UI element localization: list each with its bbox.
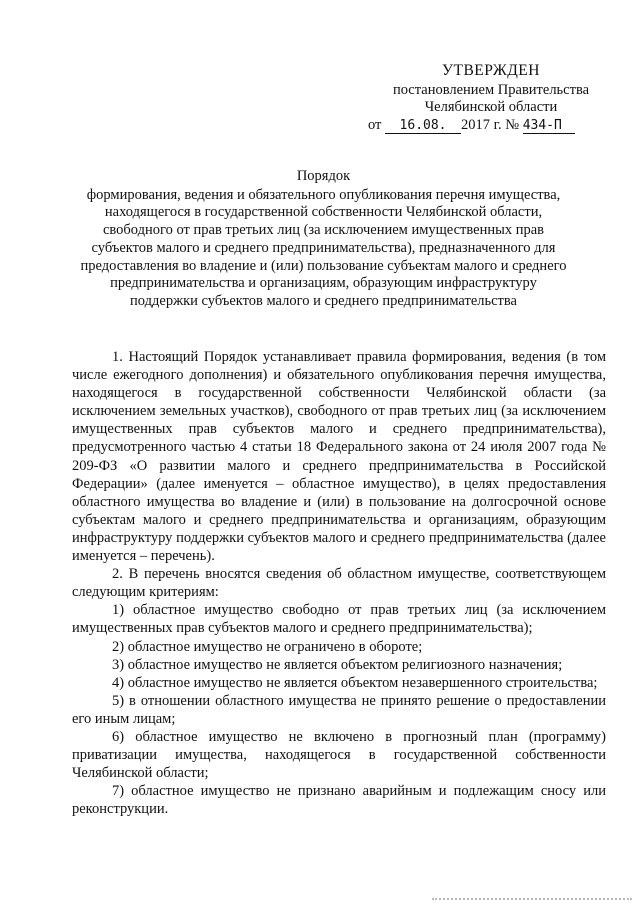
criterion-3: 3) областное имущество не является объектом религиозного назначения; [112,656,563,673]
title-line-6: предпринимательства и организациям, образующим инфраструктуру [110,275,537,292]
document-title [60,168,587,311]
document-body [72,348,606,818]
criterion-1: 1) областное имущество свободно от прав третьих лиц (за исключением имущественных прав субъектов малого и среднего предпринимательства); [72,602,606,637]
criterion-6: 6) областное имущество не включено в прогнозный план (программу) приватизации имущества, находящегося в государственной собственности Челябинской области; [72,728,606,782]
approval-heading: УТВЕРЖДЕН [442,62,540,79]
approval-date: 16.08. [385,118,461,134]
title-line-2: находящегося в государственной собственности Челябинской области, [104,204,543,221]
paragraph-2: 2. В перечень вносятся сведения об областном имуществе, соответствующем следующим критериям: [72,566,606,601]
scan-edge-mark [432,898,632,903]
criterion-2: 2) областное имущество не ограничено в обороте; [112,638,423,655]
criterion-7: 7) областное имущество не признано аварийным и подлежащим сносу или реконструкции. [72,783,606,818]
from-label: от [368,116,382,133]
criterion-5: 5) в отношении областного имущества не принято решение о предоставлении его иным лицам; [72,692,606,727]
title-line-4: субъектов малого и среднего предпринимательства), предназначенного для [91,239,556,256]
title-line-1: формирования, ведения и обязательного опубликования перечня имущества, [86,186,561,203]
title-word: Порядок [296,168,351,184]
criterion-4: 4) областное имущество не является объектом незавершенного строительства; [112,674,598,691]
number-label: № [505,116,520,133]
title-line-3: свободного от прав третьих лиц (за исключением имущественных прав [103,222,544,239]
approval-line-2: Челябинской области [424,99,558,115]
approval-date-line [366,117,616,135]
approval-line-1: постановлением Правительства [392,81,590,98]
approval-number: 434-П [523,118,575,134]
title-line-5: предоставления во владение и (или) пользование субъектам малого и среднего [80,257,567,274]
title-line-7: поддержки субъектов малого и среднего предпринимательства [130,292,517,309]
paragraph-1: 1. Настоящий Порядок устанавливает правила формирования, ведения (в том числе ежегодного дополнения) и обязательного опубликования перечня имущества, находящегося в государственной собственности Челябинской области (за исключением земельных участков), свободного от прав третьих лиц (за исключением имущественных прав субъектов малого и среднего предпринимательства), предусмотренного частью 4 статьи 18 Федерального закона от 24 июля 2007 года № 209-ФЗ «О развитии малого и среднего предпринимательства в Российской Федерации» (далее именуется – областное имущество), в целях предоставления областного имущества во владение и (или) в пользование на долгосрочной основе субъектам малого и среднего предпринимательства и организациям, образующим инфраструктуру поддержки субъектов малого и среднего предпринимательства (далее именуется – перечень). [72,349,606,565]
approval-stamp [366,62,616,134]
approval-year: 2017 г. [461,116,502,133]
